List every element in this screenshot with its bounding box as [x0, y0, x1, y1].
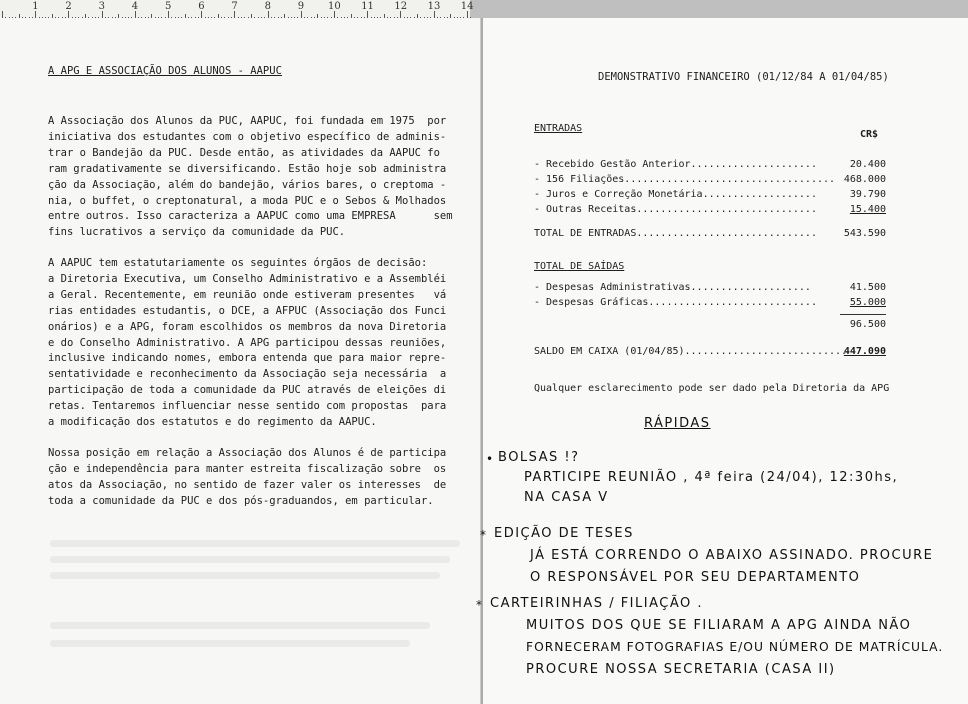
- ruler-number: 5: [165, 1, 172, 12]
- ruler-number: 2: [65, 1, 72, 12]
- statement-title: DEMONSTRATIVO FINANCEIRO (01/12/84 A 01/04/85): [598, 71, 889, 83]
- left-paragraph-3: Nossa posição em relação a Associação dos Alunos é de participa ção e independência para manter estreita fiscalização sobre os atos da Associação, no sentido de fazer valer os interesses de toda a comunidade da PUC e dos pós-graduandos, em particular.: [48, 447, 447, 507]
- bullet-bolsas: •: [486, 452, 495, 466]
- total-saidas-row: 96.500: [849, 319, 886, 330]
- clarification-note: Qualquer esclarecimento pode ser dado pela Diretoria da APG: [534, 383, 890, 394]
- entrada-row: - Recebido Gestão Anterior..................... 20.400: [534, 159, 886, 170]
- currency-label: CR$: [860, 129, 879, 140]
- saida-row: - Despesas Gráficas............................ 55.000: [534, 297, 886, 308]
- ruler-number: 7: [231, 1, 238, 12]
- carteirinhas-title: CARTEIRINHAS / FILIAÇÃO .: [490, 596, 703, 611]
- teses-line-1: JÁ ESTÁ CORRENDO O ABAIXO ASSINADO. PROCURE: [530, 548, 934, 563]
- total-entradas-row: TOTAL DE ENTRADAS.............................. 543.590: [534, 228, 886, 239]
- saldo-row: SALDO EM CAIXA (01/04/85)........................... 447.090: [534, 346, 886, 357]
- bolsas-line-2: NA CASA V: [524, 490, 609, 505]
- ruler-number: 11: [361, 1, 374, 12]
- ruler-number: 13: [427, 1, 441, 12]
- teses-line-2: O RESPONSÁVEL POR SEU DEPARTAMENTO: [530, 570, 861, 585]
- teses-title: EDIÇÃO DE TESES: [494, 526, 634, 541]
- carteirinhas-line-2: FORNECERAM FOTOGRAFIAS E/OU NÚMERO DE MATRÍCULA.: [526, 640, 944, 654]
- ruler-number: 6: [198, 1, 205, 12]
- bullet-carteirinhas: *: [476, 598, 484, 612]
- ruler-number: 12: [394, 1, 408, 12]
- saidas-heading: TOTAL DE SAÍDAS: [534, 261, 625, 272]
- ruler-number: 14: [460, 1, 474, 12]
- bleed-through: [50, 640, 410, 647]
- carteirinhas-line-1: MUITOS DOS QUE SE FILIARAM A APG AINDA NÃO: [526, 618, 912, 633]
- left-paragraph-2: A AAPUC tem estatutariamente os seguintes órgãos de decisão: a Diretoria Executiva, um Conselho Administrativo e a Assembléi a Geral. Recentemente, em reunião onde estiveram presentes vá rias entidades estudantis, o DCE, a AFPUC (Associação dos Funci onários) e a APG, foram escolhidos os membros da nova Diretoria e do Conselho Administrativo. A APG participou dessas reuniões, inclusive indicando nomes, embora entenda que para maior repre- sentatividade e reconhecimento da Associação seja necessária a participação de toda a comunidade da PUC através de eleições di retas. Tentaremos influenciar nesse sentido com propostas para a modificação dos estatutos e do regimento da AAPUC.: [48, 257, 447, 429]
- bleed-through: [50, 622, 430, 629]
- ruler-number: 9: [297, 1, 305, 12]
- bolsas-line-1: PARTICIPE REUNIÃO , 4ª feira (24/04), 12:30hs,: [524, 470, 899, 485]
- ruler-number: 3: [98, 1, 105, 12]
- left-title: A APG E ASSOCIAÇÃO DOS ALUNOS - AAPUC: [48, 65, 282, 77]
- entrada-row: - Outras Receitas.............................. 15.400: [534, 204, 886, 215]
- bleed-through: [50, 540, 460, 547]
- bleed-through: [50, 572, 440, 579]
- bullet-teses: *: [480, 528, 488, 542]
- entrada-row: - Juros e Correção Monetária................... 39.790: [534, 189, 886, 200]
- bleed-through: [50, 556, 450, 563]
- sum-rule: [840, 314, 886, 315]
- rapidas-heading: RÁPIDAS: [644, 416, 711, 431]
- bolsas-title: BOLSAS !?: [498, 450, 580, 465]
- carteirinhas-line-3: PROCURE NOSSA SECRETARIA (CASA II): [526, 662, 836, 677]
- entradas-heading: ENTRADAS: [534, 123, 583, 134]
- saida-row: - Despesas Administrativas.................... 41.500: [534, 282, 886, 293]
- ruler-number: 1: [32, 1, 39, 12]
- ruler-number: 8: [264, 1, 271, 12]
- ruler-number: 4: [131, 1, 139, 12]
- ruler-number: 10: [328, 1, 341, 12]
- left-paragraph-1: A Associação dos Alunos da PUC, AAPUC, foi fundada em 1975 por iniciativa dos estudantes com o objetivo específico de adminis- trar o Bandejão da PUC. Desde então, as atividades da AAPUC fo ram gradativamente se diversificando. Estão hoje sob administra ção da Associação, além do bandejão, vários bares, o creptoma - nia, o buffet, o creptonatural, a moda PUC e o Sebos & Molhados entre outros. Isso caracteriza a AAPUC como uma EMPRESA sem fins lucrativos a serviço da comunidade da PUC.: [48, 115, 453, 239]
- entrada-row: - 156 Filiações................................... 468.000: [534, 174, 886, 185]
